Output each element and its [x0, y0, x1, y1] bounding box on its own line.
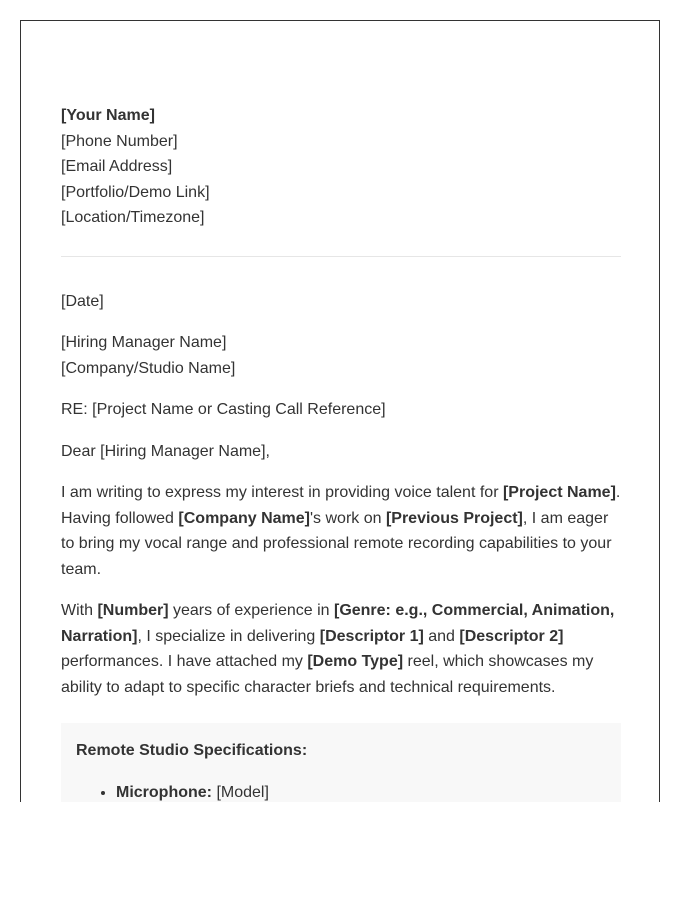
para2-text-4: and [423, 627, 460, 645]
sender-name: [Your Name] [61, 107, 155, 124]
para1-project-name: [Project Name] [502, 484, 616, 501]
header-divider [61, 256, 621, 257]
paragraph-experience [61, 598, 621, 700]
para2-text-3: , I specialize in delivering [137, 627, 320, 645]
studio-specs-title: Remote Studio Specifications: [76, 742, 308, 759]
para2-number: [Number] [97, 602, 169, 619]
recipient-company: [Company/Studio Name] [61, 359, 236, 377]
para1-company-name: [Company Name] [178, 509, 310, 527]
para1-text-1: I am writing to express my interest in providing voice talent for [61, 484, 503, 501]
document-page [20, 20, 660, 802]
list-item [116, 780, 606, 803]
sender-phone: [Phone Number] [61, 132, 178, 150]
recipient-block [61, 330, 621, 381]
para1-text-3: 's work on [309, 509, 386, 527]
sender-block [61, 103, 621, 231]
sender-email: [Email Address] [61, 158, 173, 175]
letter-date: [Date] [61, 292, 104, 310]
para2-descriptor-1: [Descriptor 1] [319, 627, 424, 645]
para2-text-6: reel, which showcases my ability to adapt to specific character briefs and technical requirements. [61, 653, 594, 696]
sender-location: [Location/Timezone] [61, 209, 205, 226]
para2-demo-type: [Demo Type] [307, 653, 404, 670]
letter-content [61, 103, 621, 802]
studio-specs-box [61, 723, 621, 802]
para1-previous-project: [Previous Project] [385, 509, 523, 527]
para1-text-4: , I am eager to bring my vocal range and professional remote recording capabilities to your team. [61, 509, 612, 578]
recipient-name: [Hiring Manager Name] [61, 334, 227, 351]
subject-line: RE: [Project Name or Casting Call Reference] [61, 401, 386, 418]
sender-portfolio-link: [Portfolio/Demo Link] [61, 183, 210, 201]
para2-genre: [Genre: e.g., Commercial, Animation, Narration] [61, 602, 615, 645]
para2-text-1: With [61, 602, 98, 619]
paragraph-interest [61, 480, 621, 582]
studio-specs-list [76, 780, 606, 803]
para2-descriptor-2: [Descriptor 2] [459, 627, 564, 645]
spec-label-microphone: Microphone: [116, 783, 212, 801]
para1-text-2: . Having followed [61, 484, 621, 527]
para2-text-2: years of experience in [168, 602, 334, 619]
para2-text-5: performances. I have attached my [61, 653, 308, 670]
spec-value-microphone: [Model] [212, 783, 269, 801]
salutation: Dear [Hiring Manager Name], [61, 442, 270, 460]
